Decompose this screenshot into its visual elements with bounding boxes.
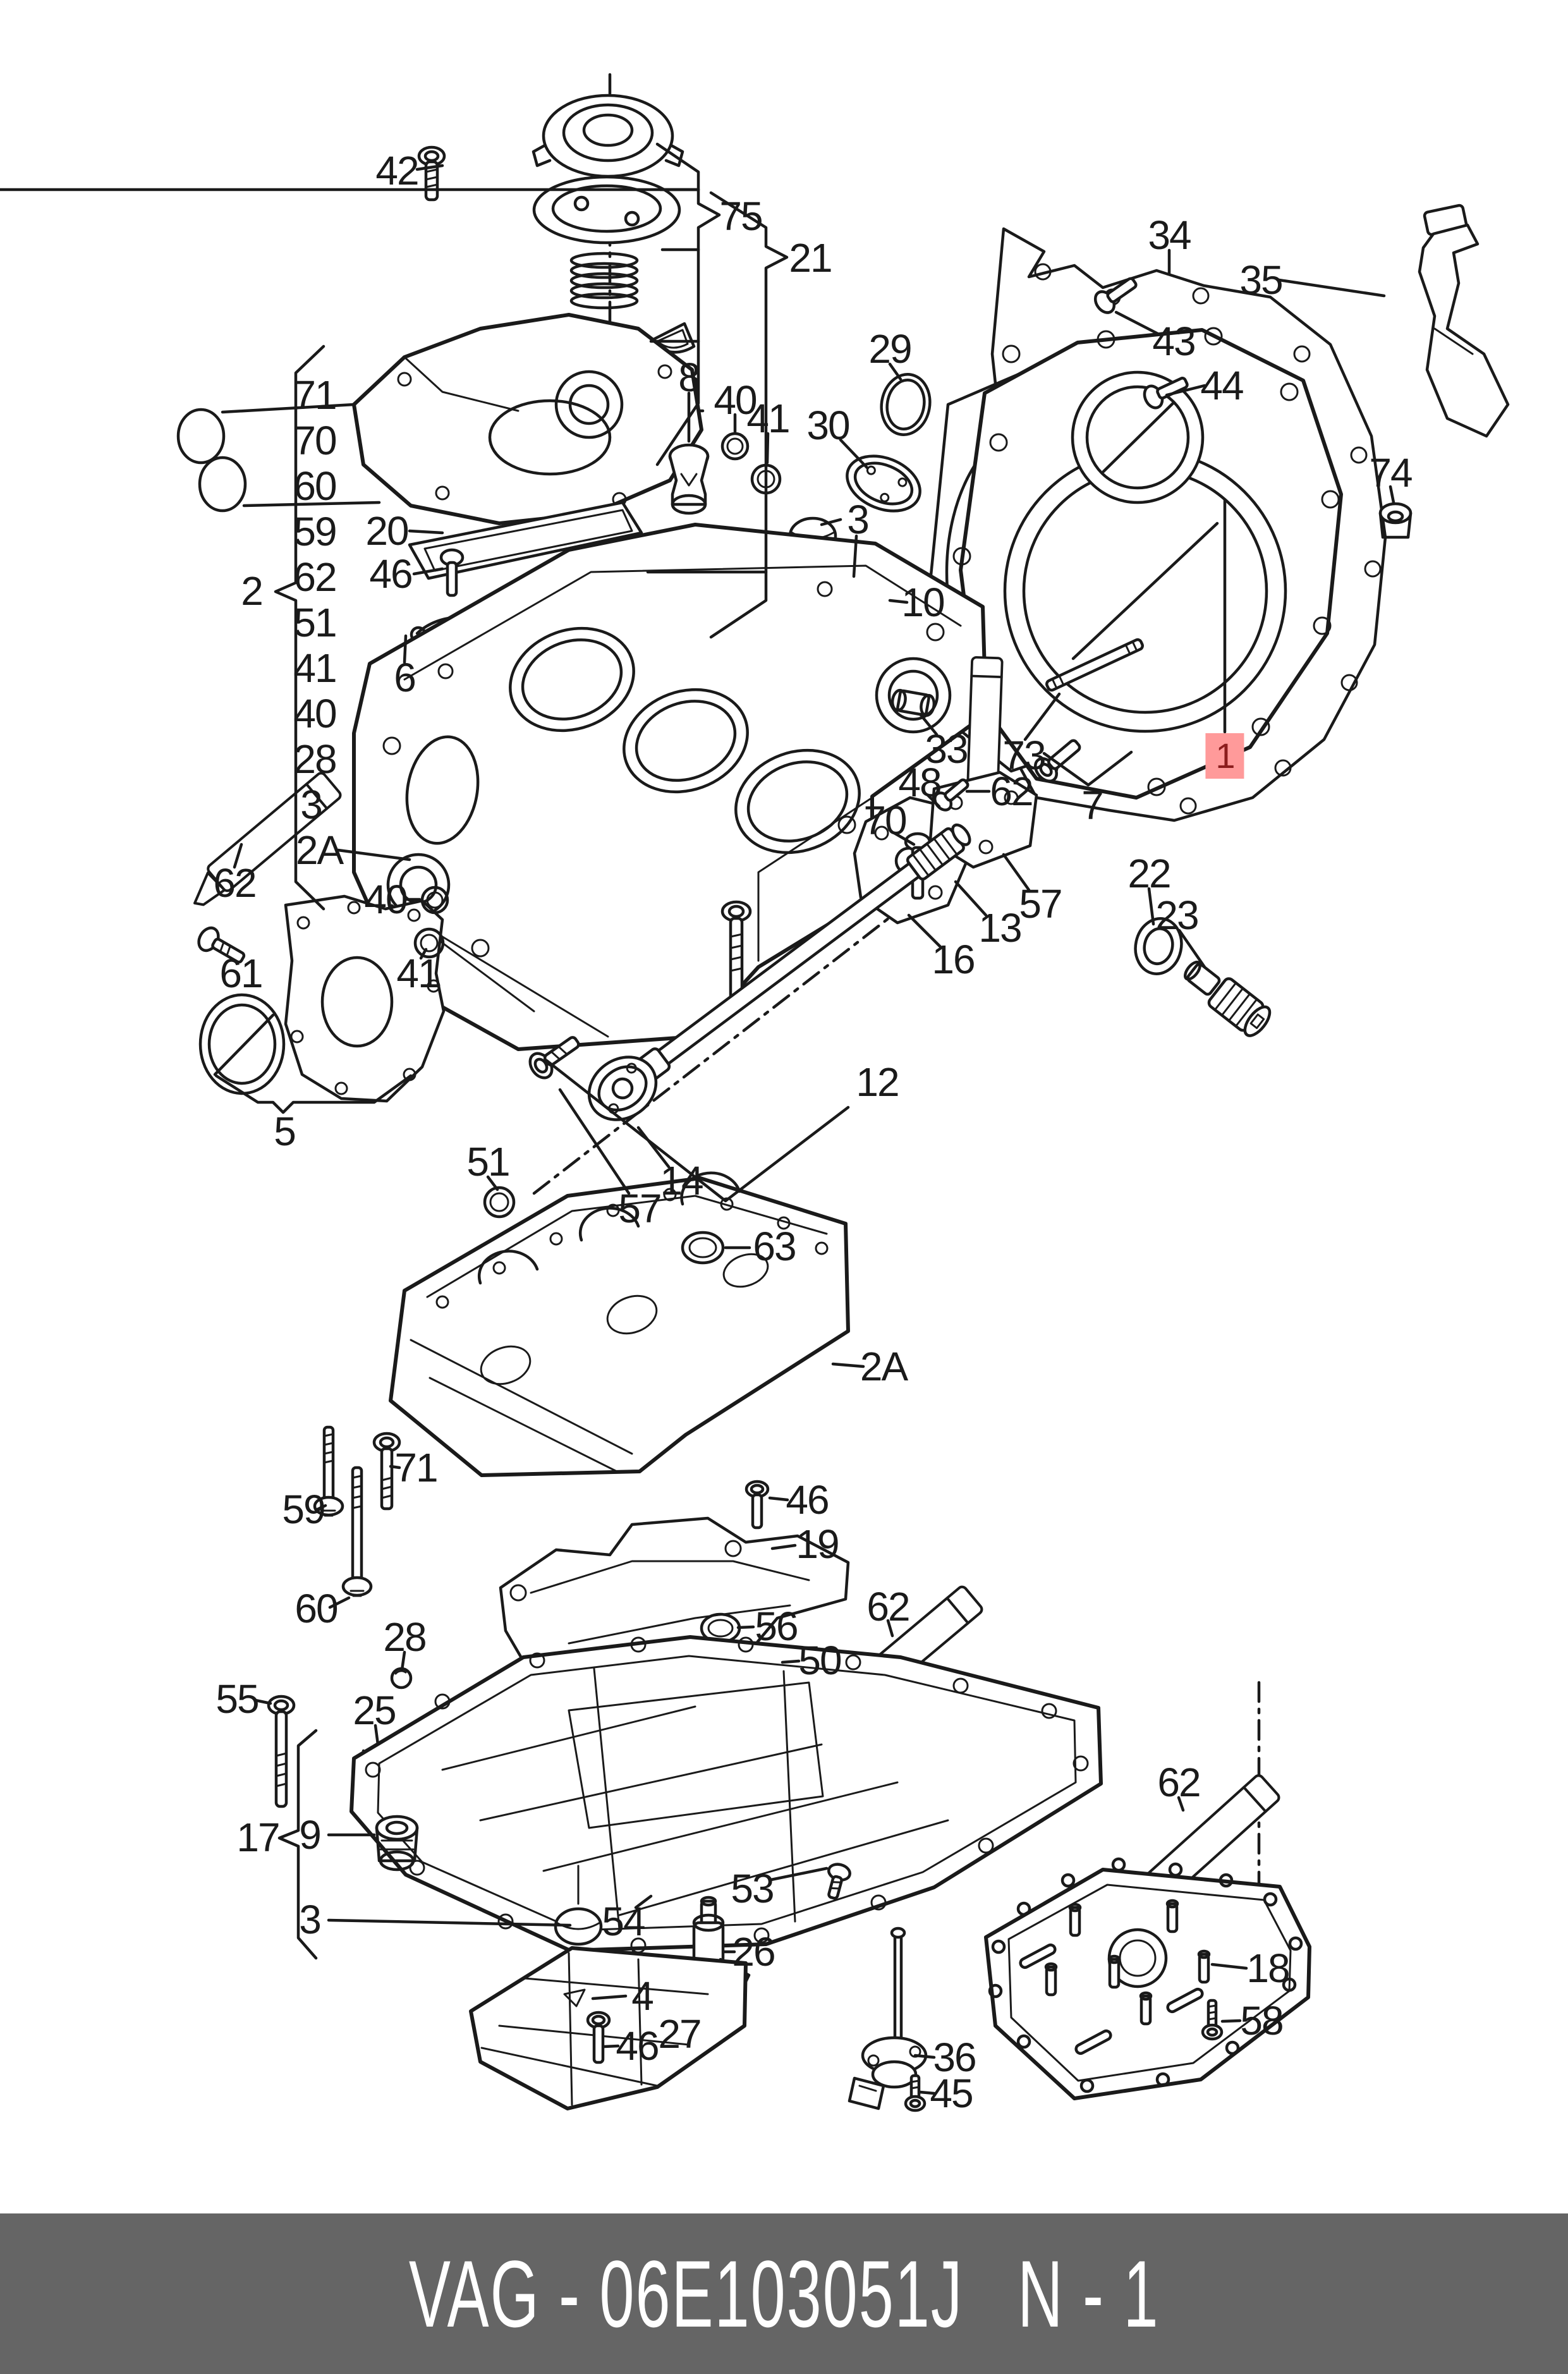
- callout-16-44[interactable]: 16: [932, 937, 975, 982]
- callout-19-59[interactable]: 19: [796, 1521, 839, 1567]
- callout-10-9[interactable]: 10: [901, 580, 944, 625]
- callout-57-42[interactable]: 57: [1019, 881, 1062, 927]
- callout-25-57[interactable]: 25: [353, 1688, 396, 1733]
- callout-43-12[interactable]: 43: [1152, 319, 1195, 364]
- callout-56-60[interactable]: 56: [755, 1604, 798, 1649]
- callout-28-24[interactable]: 28: [293, 736, 336, 782]
- footer-page-code: N - 1: [1017, 2241, 1160, 2347]
- callout-41-5[interactable]: 41: [746, 396, 789, 441]
- callout-3-25[interactable]: 3: [300, 782, 322, 827]
- footer-bar: [0, 2213, 1568, 2374]
- callout-51-21[interactable]: 51: [293, 600, 336, 645]
- callout-2-15[interactable]: 2: [241, 568, 262, 614]
- callout-35-11[interactable]: 35: [1239, 257, 1282, 303]
- callout-46-58[interactable]: 46: [786, 1477, 829, 1523]
- callout-57-49[interactable]: 57: [618, 1186, 661, 1231]
- callout-34-10[interactable]: 34: [1148, 212, 1191, 258]
- callout-62-30[interactable]: 62: [213, 860, 256, 906]
- callout-4-71[interactable]: 4: [631, 1973, 653, 2019]
- callout-30-7[interactable]: 30: [806, 403, 849, 448]
- callout-41-32[interactable]: 41: [396, 951, 439, 996]
- callout-70-17[interactable]: 70: [293, 418, 336, 463]
- callout-29-6[interactable]: 29: [868, 326, 911, 372]
- callout-59-53[interactable]: 59: [282, 1487, 325, 1532]
- callout-9-66[interactable]: 9: [299, 1812, 320, 1858]
- callout-42-0[interactable]: 42: [375, 148, 418, 193]
- callout-12-47[interactable]: 12: [856, 1059, 899, 1105]
- callout-40-31[interactable]: 40: [364, 877, 407, 922]
- callout-28-56[interactable]: 28: [383, 1614, 426, 1660]
- callout-2A-26[interactable]: 2A: [295, 827, 343, 873]
- callout-60-54[interactable]: 60: [295, 1586, 337, 1631]
- callout-6-29[interactable]: 6: [394, 655, 415, 700]
- callout-48-38[interactable]: 48: [898, 760, 941, 805]
- callout-62-63[interactable]: 62: [1157, 1760, 1200, 1805]
- callout-40-23[interactable]: 40: [293, 691, 336, 736]
- callout-71-16[interactable]: 71: [293, 372, 336, 418]
- callout-21-2[interactable]: 21: [789, 235, 832, 281]
- callout-53-69[interactable]: 53: [731, 1866, 774, 1911]
- callout-26-70[interactable]: 26: [732, 1929, 775, 1975]
- callout-75-1[interactable]: 75: [719, 193, 762, 239]
- callout-1-40[interactable]: 1: [1205, 733, 1244, 779]
- callout-23-46[interactable]: 23: [1155, 892, 1198, 938]
- callout-62-20[interactable]: 62: [293, 554, 336, 600]
- callout-3-8[interactable]: 3: [847, 497, 868, 542]
- callout-40-4[interactable]: 40: [714, 377, 757, 423]
- callout-17-65[interactable]: 17: [236, 1815, 279, 1860]
- callout-46-28[interactable]: 46: [369, 551, 412, 597]
- callout-71-55[interactable]: 71: [394, 1445, 437, 1490]
- callout-59-19[interactable]: 59: [293, 509, 336, 554]
- callout-33-35[interactable]: 33: [925, 726, 968, 772]
- callout-2A-52[interactable]: 2A: [860, 1344, 908, 1389]
- callout-14-48[interactable]: 14: [660, 1158, 703, 1203]
- callout-55-64[interactable]: 55: [216, 1676, 258, 1722]
- callout-18-76[interactable]: 18: [1246, 1945, 1289, 1991]
- callout-5-34[interactable]: 5: [274, 1109, 295, 1154]
- callout-51-50[interactable]: 51: [466, 1139, 509, 1184]
- callout-62-62[interactable]: 62: [866, 1584, 909, 1629]
- callout-44-13[interactable]: 44: [1200, 363, 1243, 408]
- callout-61-33[interactable]: 61: [219, 951, 262, 996]
- callout-45-75[interactable]: 45: [930, 2071, 973, 2116]
- callout-27-73[interactable]: 27: [658, 2011, 701, 2057]
- callout-60-18[interactable]: 60: [293, 463, 336, 509]
- callout-50-61[interactable]: 50: [798, 1638, 841, 1683]
- callout-13-43[interactable]: 13: [978, 905, 1021, 951]
- callout-36-74[interactable]: 36: [933, 2035, 976, 2080]
- callout-74-14[interactable]: 74: [1369, 450, 1412, 496]
- callout-7-41[interactable]: 7: [1081, 782, 1103, 828]
- callout-73-36[interactable]: 73: [1002, 733, 1045, 778]
- callout-54-68[interactable]: 54: [602, 1899, 645, 1944]
- callout-62-37[interactable]: 62: [990, 769, 1033, 814]
- callout-46-72[interactable]: 46: [616, 2023, 659, 2069]
- footer-part-number: VAG - 06E103051J: [408, 2241, 964, 2347]
- callout-22-45[interactable]: 22: [1127, 851, 1170, 896]
- callout-20-27[interactable]: 20: [365, 508, 408, 554]
- callout-3-67[interactable]: 3: [299, 1897, 320, 1942]
- callout-70-39[interactable]: 70: [863, 798, 906, 843]
- callout-41-22[interactable]: 41: [293, 645, 336, 691]
- callout-8-3[interactable]: 8: [678, 355, 700, 400]
- callout-58-77[interactable]: 58: [1240, 1998, 1283, 2043]
- callout-63-51[interactable]: 63: [753, 1224, 796, 1269]
